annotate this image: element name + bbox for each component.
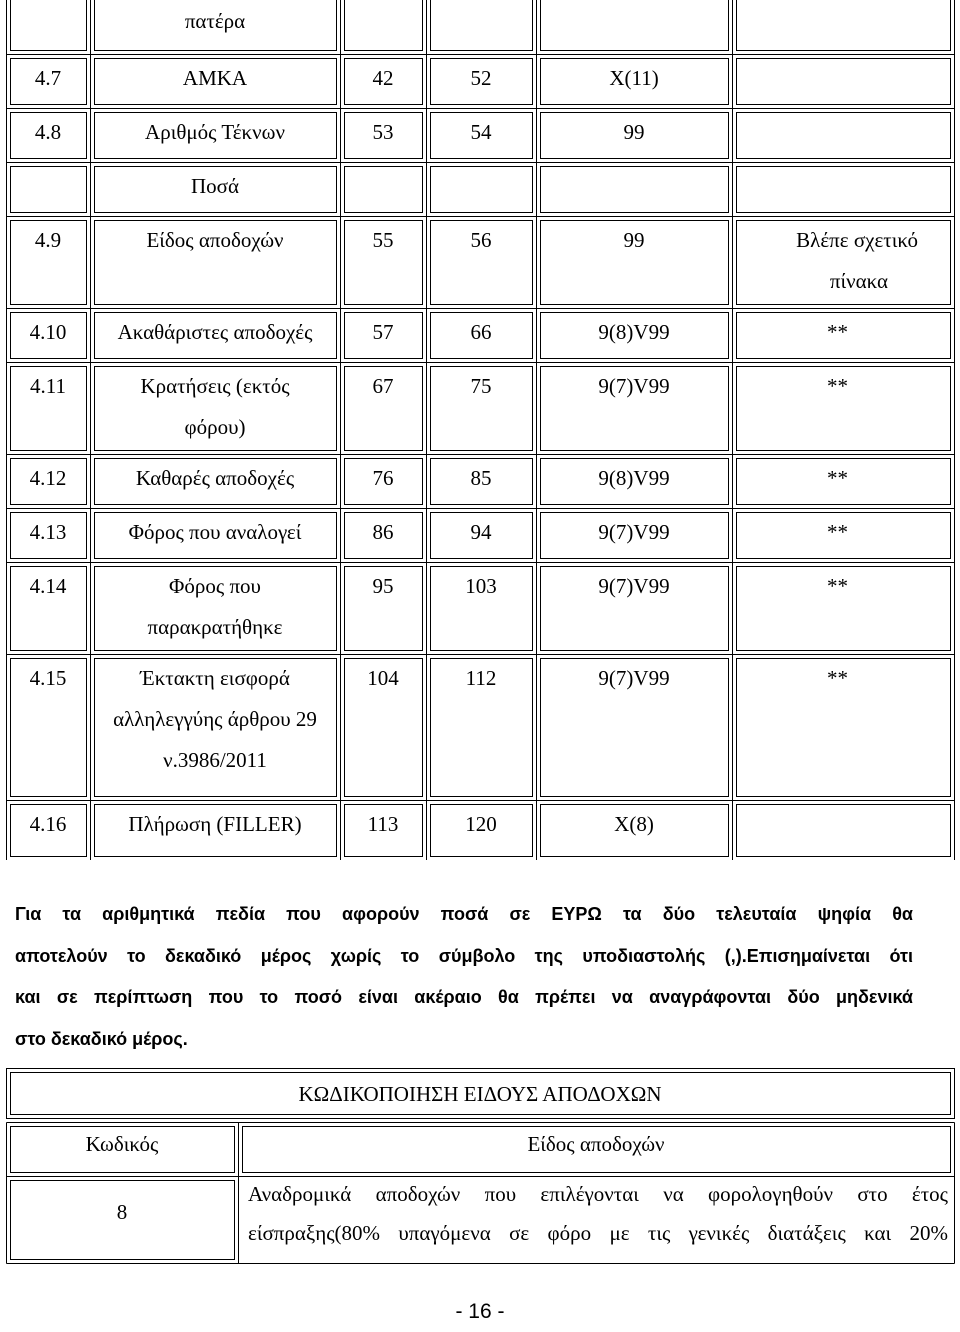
field-name: αλληλεγγύης άρθρου 29	[113, 707, 317, 731]
field-name: Κρατήσεις (εκτός	[140, 374, 290, 398]
earnings-type-line: Αναδρομικά αποδοχών που επιλέγονται να φορολογηθούν στο έτος	[248, 1182, 948, 1206]
field-number: 4.15	[29, 666, 67, 690]
start-position: 95	[372, 574, 394, 598]
field-name: παρακρατήθηκε	[147, 615, 283, 639]
column-header-earnings-type: Είδος αποδοχών	[527, 1132, 665, 1156]
paragraph-line: στο δεκαδικό μέρος.	[15, 1028, 188, 1049]
field-name: Καθαρές αποδοχές	[135, 466, 295, 490]
earnings-type-line: είσπραξης(80% υπαγόμενα σε φόρο με τις γενικές διατάξεις και 20%	[248, 1221, 948, 1245]
field-number: 4.11	[30, 374, 66, 398]
field-format: 9(7)V99	[598, 520, 670, 544]
start-position: 42	[372, 66, 394, 90]
field-format: 9(7)V99	[598, 574, 670, 598]
field-name: Ακαθάριστες αποδοχές	[117, 320, 313, 344]
column-header-code: Κωδικός	[85, 1132, 159, 1156]
page-number: - 16 -	[455, 1300, 505, 1323]
paragraph-line: αποτελούν το δεκαδικό μέρος χωρίς το σύμβολο της υποδιαστολής (,).Επισημαίνεται ότι	[15, 945, 913, 966]
code-cell: 8	[116, 1200, 128, 1224]
start-position: 86	[372, 520, 394, 544]
end-position: 103	[465, 574, 497, 598]
field-note: **	[827, 466, 848, 490]
field-name: Φόρος που αναλογεί	[128, 520, 302, 544]
field-note: **	[827, 374, 848, 398]
field-note: **	[827, 520, 848, 544]
end-position: 85	[470, 466, 492, 490]
field-format: 99	[623, 120, 645, 144]
field-number: 4.9	[34, 228, 62, 252]
field-note: Βλέπε σχετικό	[796, 228, 918, 252]
start-position: 53	[372, 120, 394, 144]
field-number: 4.7	[34, 66, 62, 90]
end-position: 52	[470, 66, 492, 90]
field-name: Φόρος που	[169, 574, 261, 598]
field-format: 9(8)V99	[598, 320, 670, 344]
field-name: ΑΜΚΑ	[182, 66, 248, 90]
field-note: **	[827, 666, 848, 690]
field-name: φόρου)	[184, 415, 246, 439]
paragraph-line: Για τα αριθμητικά πεδία που αφορούν ποσά σε ΕΥΡΩ τα δύο τελευταία ψηφία θα	[15, 904, 913, 924]
field-format: X(8)	[614, 812, 654, 836]
field-number: 4.14	[29, 574, 67, 598]
end-position: 120	[465, 812, 497, 836]
paragraph-line: και σε περίπτωση που το ποσό είναι ακέραιο θα πρέπει να αναγράφονται δύο μηδενικά	[15, 987, 913, 1007]
end-position: 112	[465, 666, 497, 690]
field-number: 4.12	[29, 466, 67, 490]
field-format: 9(7)V99	[598, 374, 670, 398]
end-position: 66	[470, 320, 492, 344]
decimal-note-paragraph	[15, 894, 913, 1060]
start-position: 76	[372, 466, 394, 490]
start-position: 57	[372, 320, 394, 344]
field-note: **	[827, 574, 848, 598]
codes-table	[0, 1068, 960, 1264]
start-position: 113	[367, 812, 399, 836]
field-number: 4.8	[34, 120, 62, 144]
end-position: 56	[470, 228, 492, 252]
end-position: 54	[470, 120, 492, 144]
field-format: 9(7)V99	[598, 666, 670, 690]
field-name: Αριθμός Τέκνων	[145, 120, 285, 144]
field-format: 9(8)V99	[598, 466, 670, 490]
field-name: Έκτακτη εισφορά	[140, 666, 290, 690]
field-note: **	[827, 320, 848, 344]
end-position: 75	[470, 374, 492, 398]
field-number: 4.13	[29, 520, 67, 544]
field-format: X(11)	[609, 66, 659, 90]
field-note: πίνακα	[829, 269, 888, 293]
end-position: 94	[470, 520, 492, 544]
start-position: 67	[372, 374, 394, 398]
field-number: 4.10	[29, 320, 67, 344]
field-name: πατέρα	[184, 9, 246, 33]
codes-table-title: ΚΩΔΙΚΟΠΟΙΗΣΗ ΕΙΔΟΥΣ ΑΠΟΔΟΧΩΝ	[298, 1082, 662, 1106]
field-name: Είδος αποδοχών	[146, 228, 284, 252]
start-position: 104	[367, 666, 399, 690]
start-position: 55	[372, 228, 394, 252]
field-name: ν.3986/2011	[163, 748, 267, 772]
field-name: Ποσά	[191, 174, 239, 198]
field-name: Πλήρωση (FILLER)	[128, 812, 302, 836]
field-number: 4.16	[29, 812, 67, 836]
field-format: 99	[623, 228, 645, 252]
